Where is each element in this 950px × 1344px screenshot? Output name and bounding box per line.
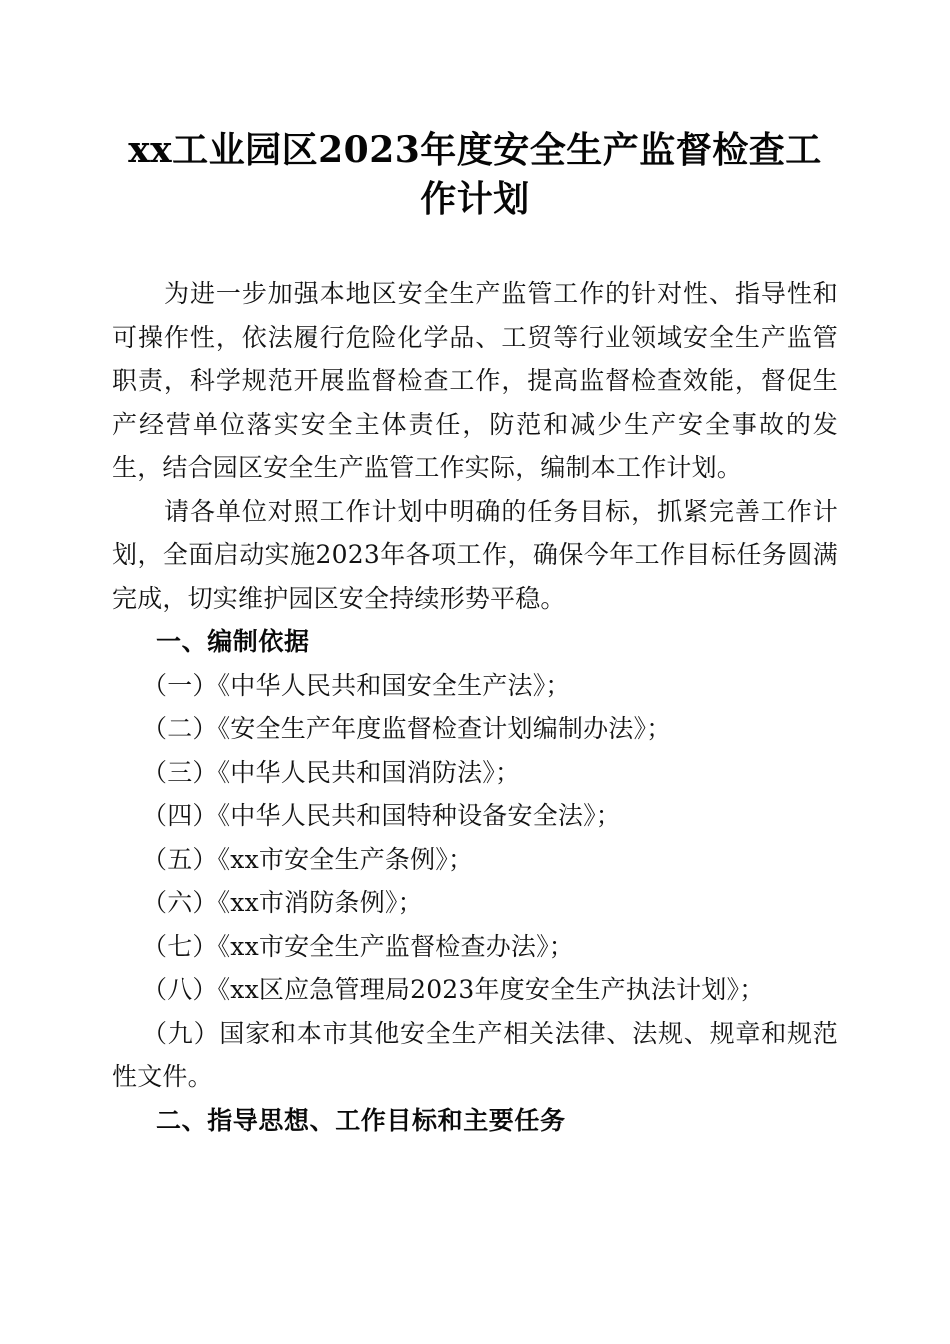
document-content <box>112 0 838 1142</box>
paragraph-intro-directive: 请各单位对照工作计划中明确的任务目标，抓紧完善工作计划，全面启动实施2023年各项工作，确保今年工作目标任务圆满完成，切实维护园区安全持续形势平稳。 <box>112 496 838 613</box>
list-item: （四）《中华人民共和国特种设备安全法》； <box>142 801 622 830</box>
list-item: （二）《安全生产年度监督检查计划编制办法》； <box>142 714 672 743</box>
list-item: （九）国家和本市其他安全生产相关法律、法规、规章和规范性文件。 <box>112 1018 838 1091</box>
basis-list <box>112 664 838 1099</box>
list-item: （三）《中华人民共和国消防法》； <box>142 757 521 787</box>
list-item: （七）《xx市安全生产监督检查办法》； <box>142 931 574 961</box>
list-item: （一）《中华人民共和国安全生产法》； <box>142 670 571 700</box>
section-heading-two: 二、指导思想、工作目标和主要任务 <box>156 1105 566 1135</box>
paragraph-intro-purpose: 为进一步加强本地区安全生产监管工作的针对性、指导性和可操作性，依法履行危险化学品、工贸等行业领域安全生产监管职责，科学规范开展监督检查工作，提高监督检查效能，督促生产经营单位落实安全主体责任，防范和减少生产安全事故的发生，结合园区安全生产监管工作实际，编制本工作计划。 <box>112 279 838 482</box>
list-item: （六）《xx市消防条例》； <box>142 888 423 917</box>
section-heading-one: 一、编制依据 <box>156 627 310 656</box>
list-item: （五）《xx市安全生产条例》； <box>142 844 474 874</box>
list-item: （八）《xx区应急管理局2023年度安全生产执法计划》； <box>142 975 765 1004</box>
page-title: xx工业园区2023年度安全生产监督检查工作计划 <box>128 129 822 220</box>
